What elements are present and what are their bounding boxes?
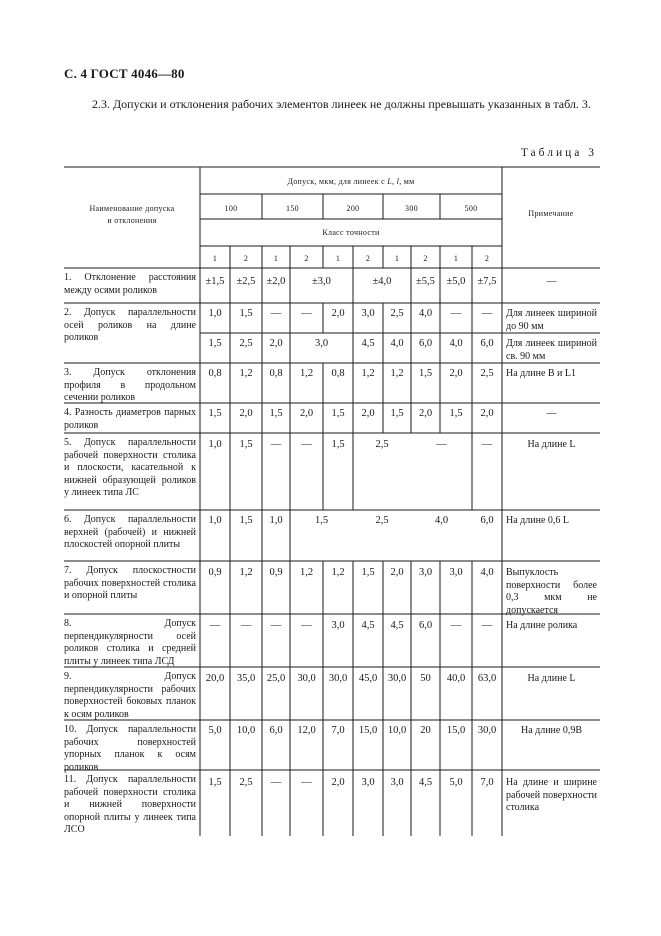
value-cell: 1,5 (418, 368, 433, 379)
value-cell: 35,0 (236, 673, 256, 684)
value-cell: 1,5 (239, 439, 253, 450)
row-note: На длине 0,9B (520, 725, 583, 736)
row-name: 1. Отклонение расстояния между осями роликов (64, 272, 196, 296)
value-cell: 5,0 (449, 777, 463, 788)
row-name: 7. Допуск плоскостности рабочих поверхностей столика и опорной плиты (64, 565, 196, 602)
row-name: 11. Допуск параллельности рабочей поверхности столика и нижней поверхности опорной плиты у линеек типа ЛСО (64, 774, 196, 836)
value-cell: 3,0 (449, 567, 463, 578)
head-name: Наименование допуска и отклонения (89, 204, 175, 225)
value-cell: 15,0 (358, 725, 378, 736)
head-class: 1 (273, 254, 279, 263)
value-cell: 1,0 (208, 308, 222, 319)
value-cell: 2,0 (299, 408, 314, 419)
value-cell: 1,5 (208, 777, 222, 788)
value-cell: 1,5 (314, 515, 329, 526)
row-note: — (546, 408, 557, 419)
value-cell: 6,0 (418, 620, 433, 631)
page-header: С. 4 ГОСТ 4046—80 (64, 66, 185, 81)
value-cell: 2,0 (269, 338, 283, 349)
value-cell: 1,2 (299, 567, 314, 578)
value-cell: 2,5 (480, 368, 494, 379)
head-length: 300 (405, 204, 418, 213)
value-cell: ±2,5 (236, 276, 256, 287)
value-cell: — (301, 308, 312, 319)
value-cell: 1,5 (361, 567, 375, 578)
value-cell: — (481, 439, 493, 450)
value-cell: 30,0 (477, 725, 497, 736)
row-name: 4. Разность диаметров парных роликов (64, 407, 196, 431)
value-cell: 1,0 (269, 515, 283, 526)
value-cell: 63,0 (477, 673, 497, 684)
value-cell: 30,0 (387, 673, 407, 684)
value-cell: 6,0 (269, 725, 283, 736)
value-cell: 2,0 (239, 408, 253, 419)
value-cell: 1,5 (208, 338, 222, 349)
value-cell: 3,0 (418, 567, 433, 578)
value-cell: 4,5 (361, 620, 375, 631)
row-note: На длине 0,6 L (506, 515, 569, 526)
value-cell: ±2,0 (266, 276, 286, 287)
value-cell: ±5,5 (416, 276, 435, 287)
value-cell: 1,2 (390, 368, 404, 379)
row-name: 6. Допуск параллельности верхней (рабочей) и нижней плоскостей опорной плиты (64, 514, 196, 551)
value-cell: 2,0 (331, 777, 345, 788)
value-cell: 1,0 (208, 439, 222, 450)
value-cell: 3,0 (390, 777, 404, 788)
head-group: Допуск, мкм, для линеек с L, l, мм (287, 177, 415, 186)
value-cell: 50 (420, 673, 431, 684)
value-cell: — (301, 439, 312, 450)
value-cell: 2,0 (449, 368, 463, 379)
value-cell: 2,0 (480, 408, 494, 419)
value-cell: 4,5 (418, 777, 433, 788)
head-class: 2 (484, 254, 490, 263)
value-cell: ±5,0 (446, 276, 466, 287)
value-cell: 4,5 (390, 620, 404, 631)
head-class: 2 (365, 254, 371, 263)
value-cell: — (301, 777, 312, 788)
value-cell: 1,2 (361, 368, 375, 379)
table-caption: Таблица 3 (520, 147, 597, 159)
value-cell: 12,0 (297, 725, 316, 736)
value-cell: — (450, 308, 462, 319)
value-cell: 6,0 (480, 515, 494, 526)
head-length: 150 (286, 204, 299, 213)
value-cell: — (240, 620, 252, 631)
row-name: 3. Допуск отклонения профиля в продольном сечении роликов (64, 367, 196, 404)
head-class: 1 (212, 254, 218, 263)
value-cell: ±4,0 (372, 276, 392, 287)
value-cell: 2,0 (390, 567, 404, 578)
row-note: На длине L (527, 439, 576, 450)
head-length: 100 (224, 204, 238, 213)
value-cell: 1,5 (239, 308, 253, 319)
intro-paragraph: 2.3. Допуски и отклонения рабочих элементов линеек не должны превышать указанных в табл. 3. (92, 97, 591, 111)
value-cell: 6,0 (480, 338, 494, 349)
value-cell: 1,0 (208, 515, 222, 526)
value-cell: ±1,5 (205, 276, 225, 287)
value-cell: — (481, 620, 493, 631)
head-class-label: Класс точности (322, 228, 380, 237)
head-class: 1 (394, 254, 400, 263)
row-note: На длине B и L1 (506, 368, 577, 379)
value-cell: — (481, 308, 493, 319)
value-cell: 45,0 (358, 673, 378, 684)
value-cell: 40,0 (446, 673, 466, 684)
value-cell: 30,0 (297, 673, 316, 684)
value-cell: — (436, 439, 447, 450)
value-cell: 2,5 (375, 439, 389, 450)
row-name: 8. Допуск перпендикулярности осей роликов столика и средней плиты у линеек типа ЛСД (64, 618, 196, 667)
row-name: 2. Допуск параллельности осей роликов на длине роликов (64, 307, 196, 344)
value-cell: 20,0 (205, 673, 225, 684)
value-cell: — (270, 620, 282, 631)
row-note: — (546, 276, 557, 287)
head-length: 500 (464, 204, 478, 213)
value-cell: 15,0 (446, 725, 466, 736)
value-cell: 3,0 (361, 777, 375, 788)
head-class: 2 (243, 254, 249, 263)
value-cell: 7,0 (480, 777, 494, 788)
head-class: 2 (304, 254, 309, 263)
value-cell: 10,0 (387, 725, 407, 736)
value-cell: 0,9 (208, 567, 222, 578)
value-cell: 0,8 (208, 368, 222, 379)
head-note: Примечание (528, 209, 574, 218)
row-note: На длине L (527, 673, 576, 684)
value-cell: 0,9 (269, 567, 283, 578)
head-length: 200 (346, 204, 360, 213)
value-cell: 4,0 (449, 338, 463, 349)
value-cell: 1,2 (299, 368, 314, 379)
value-cell: 0,8 (331, 368, 345, 379)
value-cell: 0,8 (269, 368, 283, 379)
value-cell: 6,0 (418, 338, 433, 349)
row-name: 10. Допуск параллельности рабочих поверхностей упорных планок к осям роликов (64, 724, 196, 773)
value-cell: 1,2 (239, 368, 253, 379)
value-cell: 2,5 (239, 338, 253, 349)
value-cell: 1,5 (269, 408, 283, 419)
value-cell: 2,5 (375, 515, 389, 526)
head-class: 1 (335, 254, 341, 263)
value-cell: 20 (420, 725, 431, 736)
value-cell: ±7,5 (477, 276, 497, 287)
value-cell: 1,5 (208, 408, 222, 419)
value-cell: 2,5 (239, 777, 253, 788)
head-class: 1 (453, 254, 459, 263)
value-cell: ±3,0 (312, 276, 331, 287)
row-note: Для линеек шириной св. 90 мм (506, 338, 597, 362)
row-note: На длине ролика (506, 620, 578, 631)
value-cell: — (270, 439, 282, 450)
head-class: 2 (423, 254, 428, 263)
value-cell: 4,5 (361, 338, 375, 349)
value-cell: 5,0 (208, 725, 222, 736)
row-note: Для линеек шириной до 90 мм (506, 308, 597, 332)
value-cell: 10,0 (236, 725, 256, 736)
value-cell: — (301, 620, 312, 631)
value-cell: 4,0 (434, 515, 449, 526)
value-cell: 2,0 (331, 308, 345, 319)
value-cell: 7,0 (331, 725, 345, 736)
value-cell: 2,5 (390, 308, 404, 319)
value-cell: — (209, 620, 221, 631)
value-cell: 1,2 (331, 567, 345, 578)
value-cell: 2,0 (418, 408, 433, 419)
value-cell: 3,0 (331, 620, 345, 631)
value-cell: 1,2 (239, 567, 253, 578)
value-cell: 1,5 (390, 408, 404, 419)
value-cell: 3,0 (314, 338, 329, 349)
value-cell: — (270, 777, 282, 788)
value-cell: 1,5 (449, 408, 463, 419)
row-note: Выпуклость поверхности более 0,3 мкм не допускается (506, 567, 597, 616)
value-cell: 3,0 (361, 308, 375, 319)
value-cell: 1,5 (331, 439, 345, 450)
row-name: 9. Допуск перпендикулярности рабочих поверхностей боковых планок к осям роликов (64, 671, 196, 720)
value-cell: 2,0 (361, 408, 375, 419)
value-cell: 4,0 (418, 308, 433, 319)
value-cell: 1,5 (239, 515, 253, 526)
row-note: На длине и ширине рабочей поверхности столика (506, 777, 597, 814)
row-name: 5. Допуск параллельности рабочей поверхности столика и плоскости, касательной к нижней образующей роликов у линеек типа ЛС (64, 437, 196, 499)
value-cell: — (270, 308, 282, 319)
value-cell: 1,5 (331, 408, 345, 419)
value-cell: — (450, 620, 462, 631)
value-cell: 4,0 (390, 338, 404, 349)
value-cell: 25,0 (266, 673, 286, 684)
value-cell: 30,0 (328, 673, 348, 684)
value-cell: 4,0 (480, 567, 494, 578)
